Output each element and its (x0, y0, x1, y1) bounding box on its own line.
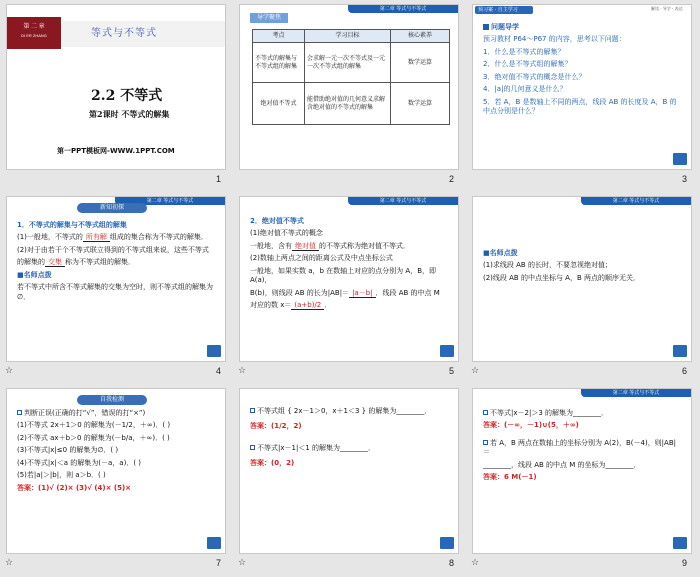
tip-text: 若不等式中所含不等式解集的交集为空时，则不等式组的解集为∅． (17, 283, 213, 301)
fill-answer: (a+b)/2 (291, 301, 324, 310)
content-line: (2)数轴上两点之间的距离公式及中点坐标公式 (250, 254, 393, 263)
table-cell: 数学运算 (391, 83, 450, 125)
content-block (250, 407, 448, 472)
slide-cell-1[interactable] (0, 0, 233, 192)
judge-item: (1)不等式 2x＋1＞0 的解集为(－1/2，＋∞)．( ) (17, 421, 171, 430)
footer-text: 第一PPT模板网-WWW.1PPT.COM (57, 147, 175, 155)
content-line: (1)绝对值不等式的概念 (250, 229, 323, 238)
corner-logo-icon (207, 537, 221, 549)
slide-thumbnail[interactable] (6, 388, 226, 554)
content-block (17, 409, 215, 496)
content-line: B(b)，则线段 AB 的长为|AB|＝ |a－b| ．线段 AB 的中点 M (250, 288, 440, 297)
table-cell: 会求解一元一次不等式及一元一次不等式组的解集 (305, 43, 391, 83)
content-heading: 2．绝对值不等式 (250, 217, 304, 225)
star-icon[interactable]: ☆ (471, 558, 480, 568)
slide-thumbnail[interactable] (239, 196, 459, 362)
question-line: 若 A，B 两点在数轴上的坐标分别为 A(2)，B(－4)，则|AB|＝ (483, 438, 676, 457)
question-item: 4．|a|的几何意义是什么？ (483, 85, 567, 94)
slide-thumbnail[interactable] (6, 196, 226, 362)
checkbox-icon (483, 440, 488, 445)
chapter-tag: 第 二 章 DI ER ZHANG (7, 17, 61, 49)
square-bullet-icon (483, 24, 489, 30)
slide-number: 3 (681, 174, 687, 184)
judge-item: (2)不等式 ax＋b＞0 的解集为(－b/a，＋∞)．( ) (17, 433, 170, 442)
content-line: (2)线段 AB 的中点坐标与 A，B 两点的顺序无关． (483, 273, 640, 282)
corner-logo-icon (673, 153, 687, 165)
slide-thumbnail[interactable] (472, 4, 692, 170)
answer-line: 答案：(1/2，2) (250, 422, 302, 431)
chapter-topbar: 第二章 等式与不等式 (115, 197, 225, 205)
content-line: (2)对于由若干个不等式联立得到的不等式组来说，这些不等式 (17, 245, 209, 254)
content-line: 对应的数 x＝ (a+b)/2 ． (250, 301, 332, 310)
corner-logo-icon (440, 537, 454, 549)
table-header-row (253, 30, 450, 43)
content-block (17, 221, 215, 305)
slide-number: 8 (448, 558, 454, 568)
tip-heading: ■名师点拨 (17, 270, 52, 279)
star-icon[interactable]: ☆ (471, 366, 480, 376)
slide-cell-7[interactable] (0, 384, 233, 576)
slide-cell-9[interactable] (466, 384, 699, 576)
section-banner: 自我检测 (77, 395, 147, 405)
slide-cell-8[interactable] (233, 384, 466, 576)
questions-intro: 预习教材 P64～P67 的内容，思考以下问题： (483, 35, 626, 44)
fill-answer: 交集 (45, 258, 65, 267)
preview-banner: 预习案 · 自主学习 (475, 6, 533, 14)
questions-title: 问题导学 (483, 23, 681, 32)
slide-thumbnail[interactable] (472, 388, 692, 554)
answer-line: 答案：6 M(－1) (483, 473, 537, 482)
table-row (253, 83, 450, 125)
checkbox-icon (250, 408, 255, 413)
slide-header (473, 5, 692, 15)
fill-answer: 所有解 (83, 233, 110, 242)
chapter-topbar: 第二章 等式与不等式 (348, 5, 458, 13)
corner-logo-icon (207, 345, 221, 357)
slide-number: 7 (215, 558, 221, 568)
star-icon[interactable]: ☆ (238, 558, 247, 568)
slide-number: 4 (215, 366, 221, 376)
answer-line: 答案：(1)√ (2)× (3)√ (4)× (5)× (17, 483, 132, 492)
table-row (253, 43, 450, 83)
tip-heading: ■名师点拨 (483, 249, 518, 257)
slide-number: 9 (681, 558, 687, 568)
content-intro: 判断正误(正确的打“√”，错误的打“×”) (17, 409, 215, 418)
slide-thumbnail[interactable] (239, 4, 459, 170)
chapter-title: 等式与不等式 (91, 28, 157, 39)
question-item: 1．什么是不等式的解集？ (483, 47, 565, 56)
slide-cell-3[interactable] (466, 0, 699, 192)
question-line: 不等式|x－2|＞3 的解集为________． (483, 409, 681, 418)
content-heading: 1．不等式的解集与不等式组的解集 (17, 221, 127, 229)
question-line: 不等式|x－1|＜1 的解集为________． (250, 444, 448, 453)
chapter-topbar: 第二章 等式与不等式 (348, 197, 458, 205)
slide-cell-2[interactable] (233, 0, 466, 192)
content-block (483, 249, 681, 286)
question-item: 5．若 A，B 是数轴上不同的两点，线段 AB 的长度及 A，B 的中点分别是什么？ (483, 97, 677, 116)
question-item: 3．绝对值不等式的概念是什么？ (483, 72, 586, 81)
corner-logo-icon (440, 345, 454, 357)
judge-item: (5)若|a|＞|b|，则 a＞b．( ) (17, 471, 106, 480)
question-item: 2．什么是不等式组的解集？ (483, 60, 572, 69)
table-header-cell: 考点 (253, 30, 305, 43)
chapter-topbar: 第二章 等式与不等式 (581, 197, 691, 205)
lesson-subheading: 第2课时 不等式的解集 (89, 109, 170, 119)
objectives-table (252, 29, 450, 125)
section-heading: 2.2 不等式 (91, 88, 163, 104)
table-cell: 数学运算 (391, 43, 450, 83)
fill-answer: |a－b| (349, 289, 375, 298)
question-line: 不等式组 { 2x－1＞0，x＋1＜3 } 的解集为________． (250, 407, 448, 416)
section-label: 导学聚焦 (250, 13, 288, 23)
judge-item: (4)不等式|x|＜a 的解集为(－a，a)．( ) (17, 458, 142, 467)
slide-thumbnail[interactable] (239, 388, 459, 554)
checkbox-icon (17, 410, 22, 415)
star-icon[interactable]: ☆ (5, 558, 14, 568)
slide-number: 6 (681, 366, 687, 376)
star-icon[interactable]: ☆ (238, 366, 247, 376)
answer-line: 答案：(－∞，－1)∪(5，＋∞) (483, 421, 579, 430)
corner-logo-icon (673, 345, 687, 357)
table-cell: 不等式的解集与不等式组的解集 (253, 43, 305, 83)
content-line: 一般地，如果实数 a，b 在数轴上对应的点分别为 A，B，即 A(a)， (250, 266, 436, 285)
content-line: (1)一般地，不等式的 所有解 组成的集合称为不等式的解集． (17, 233, 208, 242)
table-cell: 绝对值不等式 (253, 83, 305, 125)
table-cell: 能借助绝对值的几何意义求解含绝对值的不等式的解集 (305, 83, 391, 125)
slide-cell-6[interactable] (466, 192, 699, 384)
checkbox-icon (483, 410, 488, 415)
slide-cell-4[interactable] (0, 192, 233, 384)
content-line: (1)求线段 AB 的长时，不要忽视绝对值； (483, 261, 612, 270)
chapter-topbar: 第二章 等式与不等式 (581, 389, 691, 397)
fill-answer: 绝对值 (292, 242, 319, 251)
questions-block (483, 23, 681, 120)
question-line: ________，线段 AB 的中点 M 的坐标为________． (483, 460, 641, 469)
slide-number: 2 (448, 174, 454, 184)
slide-number: 1 (215, 174, 221, 184)
judge-item: (3)不等式|x|≤0 的解集为∅．( ) (17, 446, 119, 455)
slide-thumbnail[interactable] (472, 196, 692, 362)
table-header-cell: 核心素养 (391, 30, 450, 43)
corner-logo-icon (673, 537, 687, 549)
banner-right: 解读 · 导学 · 表达 (651, 6, 683, 11)
answer-line: 答案：(0，2) (250, 459, 295, 468)
slide-cell-5[interactable] (233, 192, 466, 384)
content-line: 一般地，含有 绝对值 的不等式称为绝对值不等式． (250, 241, 410, 250)
star-icon[interactable]: ☆ (5, 366, 14, 376)
content-block (483, 409, 681, 486)
slide-number: 5 (448, 366, 454, 376)
section-banner: 新知初探 (77, 203, 147, 213)
table-header-cell: 学习目标 (305, 30, 391, 43)
slide-thumbnail[interactable] (6, 4, 226, 170)
checkbox-icon (250, 445, 255, 450)
content-block (250, 217, 448, 314)
content-line: 的解集的 交集 称为不等式组的解集． (17, 258, 135, 267)
